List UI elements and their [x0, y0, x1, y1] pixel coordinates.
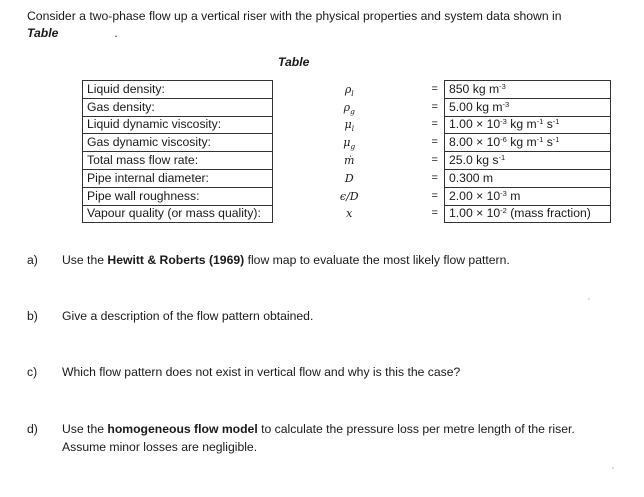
properties-table — [82, 80, 611, 223]
scan-speck — [588, 298, 590, 300]
row-symbol: $\rho_l$ — [344, 82, 354, 98]
row-description: Gas dynamic viscosity: — [83, 134, 273, 152]
row-value: $2.00 \times 10^{-3}$ m — [445, 187, 611, 205]
table-row — [83, 81, 611, 99]
question-d-line2: Assume minor losses are negligible. — [62, 440, 258, 454]
question-c-label: c) — [27, 365, 38, 379]
row-symbol: $\mu_g$ — [343, 136, 356, 152]
question-d-label: d) — [27, 422, 38, 436]
row-eq: = — [431, 207, 438, 220]
table-caption: Table — [278, 55, 310, 69]
intro-text: Consider a two-phase flow up a vertical riser with the physical properties and system data shown in — [27, 9, 562, 23]
row-description: Pipe wall roughness: — [83, 187, 273, 205]
row-eq: = — [431, 82, 438, 95]
row-value: $8.00 \times 10^{-6}$ kg $m^{-1}$ $s^{-1}$ — [445, 134, 611, 152]
row-description: Liquid dynamic viscosity: — [83, 116, 273, 134]
table-row — [83, 116, 611, 134]
row-eq: = — [431, 118, 438, 131]
row-description: Liquid density: — [83, 81, 273, 99]
question-d-text: Use the homogeneous flow model to calculate the pressure loss per metre length of the riser. Assume minor losses are negligible. — [62, 422, 575, 454]
table-row — [83, 134, 611, 152]
row-eq: = — [431, 154, 438, 167]
row-description: Total mass flow rate: — [83, 152, 273, 170]
question-a-bold: Hewitt & Roberts (1969) — [107, 253, 245, 267]
question-b-label: b) — [27, 309, 38, 323]
row-value: $1.00 \times 10^{-3}$ kg $m^{-1}$ $s^{-1}$ — [445, 116, 611, 134]
table-row — [83, 152, 611, 170]
row-symbol: ϵ/D — [339, 189, 359, 203]
intro-trailing-dot: . — [114, 26, 118, 40]
table-row — [83, 187, 611, 205]
row-eq: = — [431, 171, 438, 184]
row-symbol: ṁ — [344, 154, 355, 168]
table-row — [83, 98, 611, 116]
question-d-bold: homogeneous flow model — [107, 422, 258, 436]
question-a-label: a) — [27, 253, 38, 267]
row-symbol: $\mu_l$ — [344, 118, 355, 134]
question-a-text: Use the Hewitt & Roberts (1969) flow map to evaluate the most likely flow pattern. — [62, 253, 510, 267]
question-c-text: Which flow pattern does not exist in vertical flow and why is this the case? — [62, 365, 461, 379]
row-value: 850 kg $m^{-3}$ — [445, 81, 611, 99]
row-value: $1.00 \times 10^{-2}$ (mass fraction) — [445, 205, 611, 223]
row-eq: = — [431, 189, 438, 202]
row-description: Gas density: — [83, 98, 273, 116]
table-row — [83, 205, 611, 223]
row-symbol: $\rho_g$ — [343, 100, 355, 116]
table-row — [83, 169, 611, 187]
row-symbol: D — [344, 171, 354, 185]
row-value: 5.00 kg $m^{-3}$ — [445, 98, 611, 116]
intro-table-ref: Table — [27, 26, 59, 40]
row-symbol: x — [346, 207, 353, 221]
question-b-text: Give a description of the flow pattern obtained. — [62, 309, 314, 323]
row-value: 0.300 m — [445, 169, 611, 187]
problem-intro — [27, 8, 627, 42]
row-value: 25.0 kg $s^{-1}$ — [445, 152, 611, 170]
scan-speck — [612, 467, 614, 469]
row-eq: = — [431, 100, 438, 113]
row-eq: = — [431, 136, 438, 149]
row-description: Pipe internal diameter: — [83, 169, 273, 187]
row-description: Vapour quality (or mass quality): — [83, 205, 273, 223]
